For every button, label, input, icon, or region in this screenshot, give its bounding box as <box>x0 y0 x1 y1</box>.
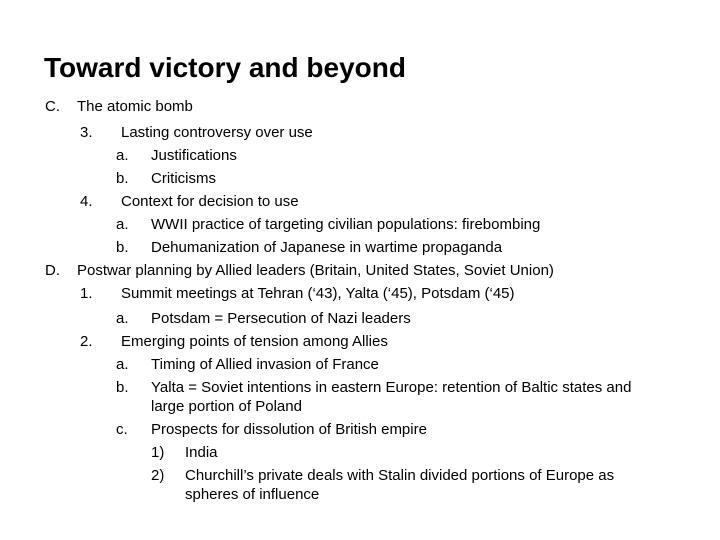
outline-item-d2b-line1: Yalta = Soviet intentions in eastern Europe: retention of Baltic states and <box>151 379 632 396</box>
outline-item-d1: Summit meetings at Tehran (‘43), Yalta (‘45), Potsdam (‘45) <box>121 285 515 302</box>
outline-marker-d: D. <box>45 262 60 279</box>
outline-marker-c3a: a. <box>116 147 129 164</box>
outline-marker-d1: 1. <box>80 285 93 302</box>
outline-marker-d1a: a. <box>116 310 129 327</box>
outline-item-d2a: Timing of Allied invasion of France <box>151 356 379 373</box>
outline-item-d2: Emerging points of tension among Allies <box>121 333 388 350</box>
outline-marker-d2a: a. <box>116 356 129 373</box>
outline-heading-c: The atomic bomb <box>77 98 193 115</box>
outline-item-c3b: Criticisms <box>151 170 216 187</box>
outline-item-d2b-line2: large portion of Poland <box>151 398 302 415</box>
outline-item-d2c1: India <box>185 444 218 461</box>
outline-marker-c3: 3. <box>80 124 93 141</box>
outline-marker-c3b: b. <box>116 170 129 187</box>
outline-item-c3a: Justifications <box>151 147 237 164</box>
outline-marker-d2c1: 1) <box>151 444 165 461</box>
outline-marker-d2c: c. <box>116 421 128 438</box>
outline-item-c3: Lasting controversy over use <box>121 124 313 141</box>
outline-marker-c: C. <box>45 98 60 115</box>
outline-item-d2c2-line1: Churchill’s private deals with Stalin divided portions of Europe as <box>185 467 615 484</box>
outline-heading-d: Postwar planning by Allied leaders (Britain, United States, Soviet Union) <box>77 262 554 279</box>
outline-item-d2c: Prospects for dissolution of British empire <box>151 421 427 438</box>
outline-marker-c4a: a. <box>116 216 129 233</box>
outline-marker-c4: 4. <box>80 193 93 210</box>
outline-marker-d2c2: 2) <box>151 467 165 484</box>
outline-item-c4: Context for decision to use <box>121 193 299 210</box>
outline-marker-d2: 2. <box>80 333 93 350</box>
outline-item-d1a: Potsdam = Persecution of Nazi leaders <box>151 310 411 327</box>
outline-item-c4b: Dehumanization of Japanese in wartime propaganda <box>151 239 503 256</box>
slide-title: Toward victory and beyond <box>44 52 406 83</box>
outline-item-d2c2-line2: spheres of influence <box>185 486 320 503</box>
outline-marker-d2b: b. <box>116 379 129 396</box>
outline-item-c4a: WWII practice of targeting civilian populations: firebombing <box>151 216 541 233</box>
outline-marker-c4b: b. <box>116 239 129 256</box>
